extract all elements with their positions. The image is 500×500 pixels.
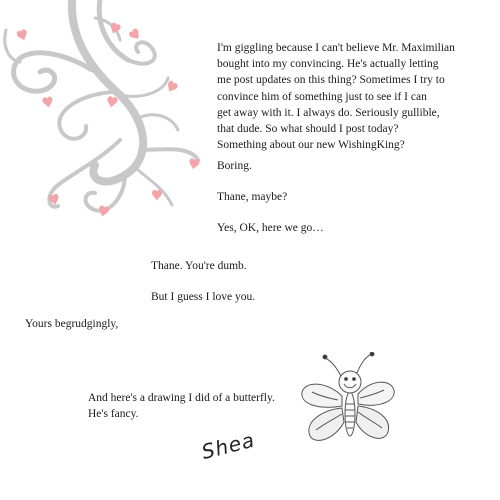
line-boring: Boring. (217, 160, 252, 172)
intro-line: Something about our new WishingKing? (217, 139, 405, 152)
caption-line: And here's a drawing I did of a butterfly. (88, 392, 275, 404)
line-here-we-go: Yes, OK, here we go… (217, 222, 324, 234)
heart-vine-decoration (0, 0, 200, 240)
heart-icon (16, 28, 29, 42)
line-youre-dumb: Thane. You're dumb. (151, 260, 247, 272)
heart-icon (106, 96, 118, 109)
intro-line: that dude. So what should I post today? (217, 123, 399, 136)
heart-icon (42, 96, 54, 109)
heart-icon (188, 158, 200, 171)
line-thane-maybe: Thane, maybe? (217, 191, 288, 203)
closing-line: Yours begrudgingly, (25, 318, 119, 330)
heart-icon (152, 190, 162, 201)
caption-line: He's fancy. (88, 408, 139, 421)
heart-icon (128, 27, 143, 42)
intro-line: I'm giggling because I can't believe Mr. Maximilian (217, 42, 455, 54)
intro-line: me post updates on this thing? Sometimes I try to (217, 74, 445, 87)
intro-line: bought into my convincing. He's actually letting (217, 58, 439, 71)
butterfly-drawing (298, 352, 398, 448)
signature: Shea (199, 427, 258, 464)
intro-line: convince him of something just to see if I can (217, 90, 427, 103)
drawing-caption (88, 390, 275, 422)
line-love-you: But I guess I love you. (151, 291, 256, 303)
intro-line: get away with it. I always do. Seriously gullible, (217, 106, 440, 119)
intro-paragraph (217, 40, 455, 153)
